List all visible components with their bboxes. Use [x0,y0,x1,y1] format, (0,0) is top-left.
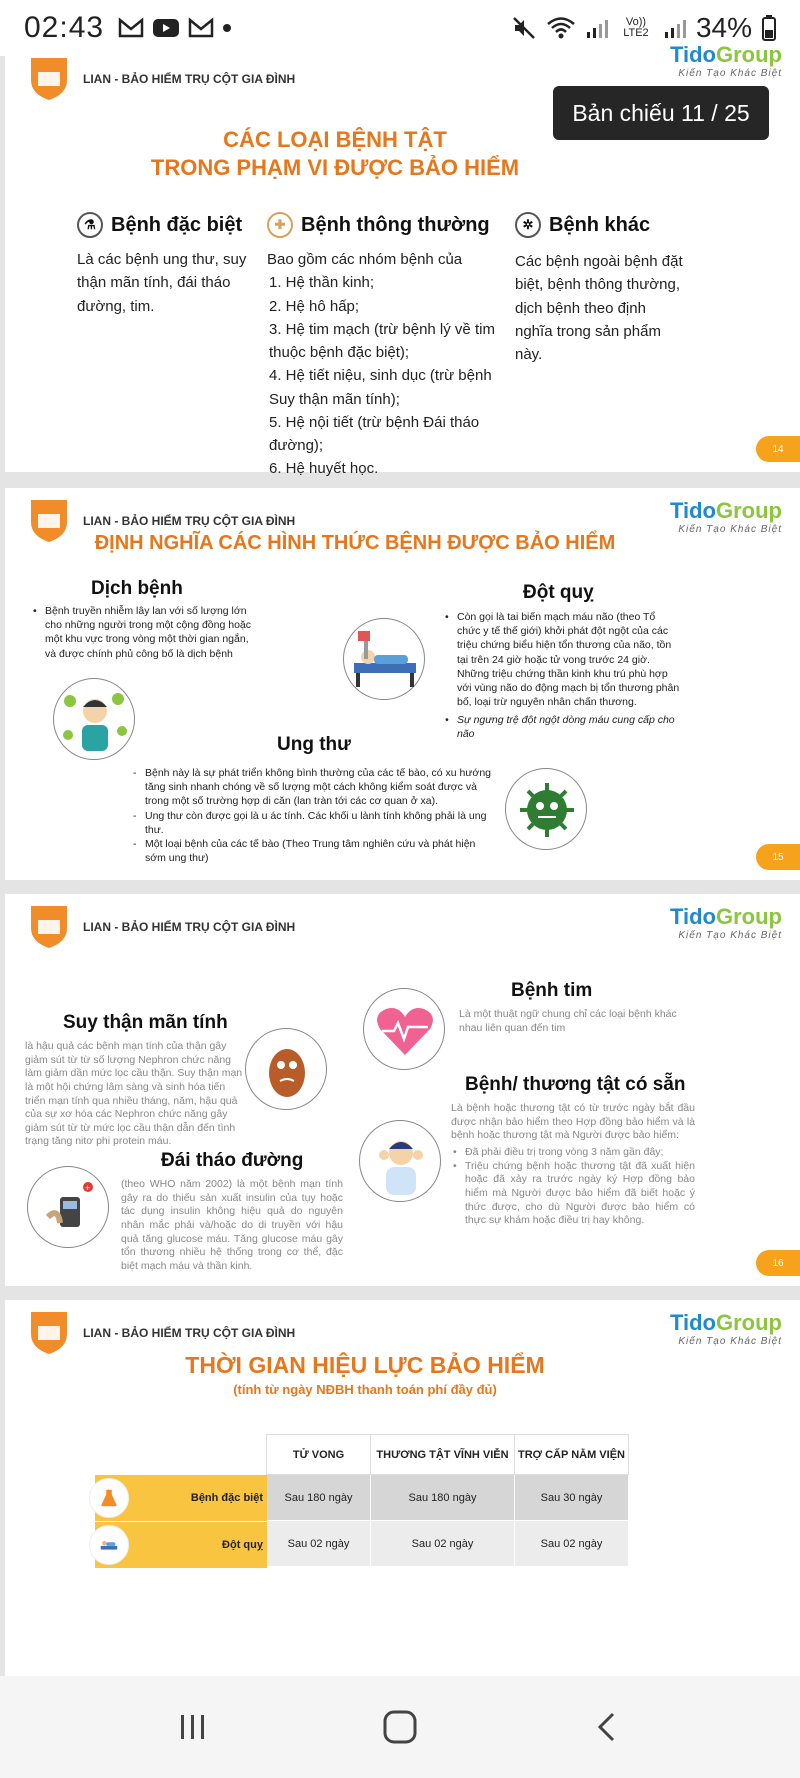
list-item: - Bệnh này là sự phát triển không bình thường của các tế bào, có xu hướng tăng sinh nhanh chóng về số lượng một cách không kiểm soát được và trong một số trường hợp di căn (lan tràn tới các cơ quan ở xa). [133,766,495,809]
preexisting-text: Là bệnh hoặc thương tật có từ trước ngày bắt đầu được nhận bảo hiểm theo Hợp đồng bảo hiểm và là bệnh hoặc thương tật mà Người được bảo hiểm: [451,1102,695,1142]
column-text: Các bệnh ngoài bệnh đặt biệt, bệnh thông thường, dịch bệnh theo định nghĩa trong sản phẩm này. [515,253,683,363]
table-cell: Sau 02 ngày [267,1521,371,1567]
table-row [267,1475,629,1521]
slide-title-line1: CÁC LOẠI BỆNH TẬT [223,127,447,152]
slide-title: THỜI GIAN HIỆU LỰC BẢO HIỂM [185,1352,545,1378]
notification-icons [118,18,232,38]
virus-icon: ✲ [515,212,541,238]
table-cell: Sau 180 ngày [371,1475,515,1521]
slide-header [29,904,295,950]
stroke-note: • Sự ngưng trệ đột ngột dòng máu cung cấp cho não [445,713,681,741]
bed-patient-icon [89,1525,129,1565]
sick-person-illustration [53,678,135,760]
signal-icon-2 [664,17,686,39]
list-item: 4. Hệ tiết niệu, sinh dục (trừ bệnh Suy thận mãn tính); [269,367,492,408]
slide-title-line2: TRONG PHẠM VI ĐƯỢC BẢO HIỂM [150,155,520,180]
flask-icon: ⚗ [77,212,103,238]
list-item: 5. Hệ nội tiết (trừ bệnh Đái tháo đường); [269,413,480,454]
tido-tagline: Kiến Tạo Khác Biệt [678,930,782,941]
table-cell: Sau 02 ngày [515,1521,629,1567]
table-cell: Sau 30 ngày [515,1475,629,1521]
list-item: 2. Hệ hô hấp; [269,297,360,315]
recent-apps-button[interactable] [163,1702,223,1752]
brand-name: LIAN - BẢO HIỂM TRỤ CỘT GIA ĐÌNH [83,1326,296,1340]
recent-apps-icon [177,1711,209,1743]
table-cell: Sau 02 ngày [371,1521,515,1567]
heart-text: Là một thuật ngữ chung chỉ các loại bệnh khác nhau liên quan đến tim [459,1008,677,1034]
tido-logo-b: Group [716,42,782,67]
column-heading: Bệnh đặc biệt [111,213,243,236]
slide-viewer[interactable] [0,42,800,1676]
stroke-text [445,610,681,742]
column-intro: Bao gồm các nhóm bệnh của [267,251,463,268]
column-heading: Bệnh thông thường [301,213,490,236]
column-heading: Bệnh khác [549,213,651,236]
clock: 02:43 [24,11,105,44]
injured-person-illustration [359,1120,441,1202]
tido-logo [670,42,782,79]
tido-logo-b: Group [716,1310,782,1335]
tido-logo-a: Tido [669,904,716,929]
stroke-patient-illustration [343,618,425,700]
battery-percent: 34% [695,12,752,43]
gmail-icon-2 [188,18,214,38]
epidemic-text [33,604,253,661]
column-text: Là các bệnh ung thư, suy thận mãn tính, đái tháo đường, tim. [77,251,247,315]
coverage-table [266,1434,629,1567]
wifi-icon [546,16,576,40]
row-label-stroke: Đột quỵ [95,1522,267,1568]
slide-16[interactable] [5,894,800,1286]
slide-number: 14 [756,436,800,462]
epidemic-desc: • Bệnh truyền nhiễm lây lan với số lượng lớn cho những người trong một cộng đồng hoặc một khu vực trong vòng một thời gian ngắn, và được chính phủ công bố là dịch bệnh [33,604,253,661]
home-button[interactable] [370,1702,430,1752]
list-item: 6. Hệ huyết học. [269,460,379,478]
list-item: • Triệu chứng bệnh hoặc thương tật đã xuất hiện hoặc đã xảy ra trước ngày ký Hợp đồng bảo hiểm mà Người được bảo hiểm đã biết hoặc ý thức được, cho dù Người được bảo hiểm có thực sự khám hoặc điều trị hay không. [453,1160,695,1228]
tido-logo [670,498,782,535]
header-disability: THƯƠNG TẬT VĨNH VIỄN [371,1435,515,1475]
cancer-list [133,766,495,865]
table-row [267,1521,629,1567]
brand-name: LIAN - BẢO HIỂM TRỤ CỘT GIA ĐÌNH [83,920,296,934]
list-item: - Ung thư còn được gọi là u ác tính. Các khối u lành tính không phải là ung thư. [133,809,495,837]
slide-17[interactable] [5,1300,800,1690]
kidney-heading: Suy thận mãn tính [63,1012,228,1033]
lian-logo-icon [29,1310,69,1356]
disease-list [267,271,507,480]
diabetes-text: (theo WHO năm 2002) là một bệnh mạn tính gây ra do thiếu sản xuất insulin của tụy hoặc tác dụng insulin không hiệu quả do nguyên nhân mắc phải và/hoặc do di truyền với hậu quả tăng glucose máu. Tăng glucose máu gây tổn thương nhiều hệ thống trong cơ thể, đặc biệt mạch máu và thần kinh. [121,1178,343,1272]
header-death: TỬ VONG [267,1435,371,1475]
kidney-illustration [245,1028,327,1110]
list-item: 1. Hệ thần kinh; [269,274,375,292]
tido-logo-b: Group [716,498,782,523]
kidney-text: là hậu quả các bệnh mạn tính của thận gây giảm sút từ từ số lượng Nephron chức năng làm giảm dần mức lọc cầu thận. Suy thận mạn là một hội chứng lâm sàng và sinh hóa tiến triển mạn tính qua nhiều tháng, năm, hậu quả của sự xơ hóa các Nephron chức năng gây giảm sút từ từ mức lọc cầu thận dẫn đến tình trạng tăng nitơ phi protein máu. [25,1040,243,1148]
tido-logo-a: Tido [669,498,716,523]
tido-logo [670,904,782,941]
signal-icon [586,17,608,39]
stroke-heading: Đột quỵ [523,582,594,603]
cancer-cell-illustration [505,768,587,850]
lian-logo-icon [29,904,69,950]
slide-title [125,126,545,182]
tido-logo-b: Group [716,904,782,929]
slide-number: 15 [756,844,800,870]
lian-logo-icon [29,56,69,102]
flask-icon [89,1478,129,1518]
column-other [515,212,685,366]
column-common [267,212,507,481]
slide-15[interactable] [5,488,800,880]
slide-header [29,1310,295,1356]
heart-heading: Bệnh tim [511,980,593,1001]
tido-logo-a: Tido [669,42,716,67]
column-special [77,212,257,318]
slide-title: ĐỊNH NGHĨA CÁC HÌNH THỨC BỆNH ĐƯỢC BẢO HIỂM [94,532,616,554]
slide-subtitle: (tính từ ngày NĐBH thanh toán phí đầy đủ) [233,1382,497,1397]
diabetes-heading: Đái tháo đường [161,1150,304,1171]
header-hospital: TRỢ CẤP NẰM VIỆN [515,1435,629,1475]
slide-header [29,56,295,102]
svg-text:+: + [85,1183,91,1193]
bandage-icon: ✚ [267,212,293,238]
home-icon [382,1709,418,1745]
battery-icon [762,15,776,41]
back-icon [591,1711,623,1743]
gmail-icon [118,18,144,38]
row-label-special: Bệnh đặc biệt [95,1475,267,1521]
mute-icon [512,16,536,40]
preexisting-heading: Bệnh/ thương tật có sẵn [465,1074,686,1095]
navigation-bar [0,1676,800,1778]
list-item: • Đã phải điều trị trong vòng 3 năm gần đây; [453,1146,695,1160]
slide-counter-overlay: Bản chiếu 11 / 25 [553,86,769,140]
preexisting-list [453,1146,695,1228]
heart-illustration [363,988,445,1070]
table-cell: Sau 180 ngày [267,1475,371,1521]
tido-tagline: Kiến Tạo Khác Biệt [678,68,782,79]
dot-icon [222,23,232,33]
slide-number: 16 [756,1250,800,1276]
list-item: - Một loại bệnh của các tế bào (Theo Trung tâm nghiên cứu và phát hiện sớm ung thư) [133,837,495,865]
epidemic-heading: Dịch bệnh [91,578,183,599]
youtube-icon [152,18,180,38]
lte-label: Vo)) LTE2 [623,16,649,39]
tido-tagline: Kiến Tạo Khác Biệt [678,1336,782,1347]
brand-name: LIAN - BẢO HIỂM TRỤ CỘT GIA ĐÌNH [83,72,296,86]
stroke-desc: • Còn gọi là tai biến mạch máu não (theo Tổ chức y tế thế giới) khởi phát đột ngột của các triệu chứng biểu hiện tổn thương của não, tồn tại trên 24 giờ hoặc tử vong trước 24 giờ. Những triệu chứng thần kinh khu trú phù hợp với vùng não do động mạch bị tổn thương phân bố, loại trừ nguyên nhân chấn thương. [445,610,681,709]
brand-name: LIAN - BẢO HIỂM TRỤ CỘT GIA ĐÌNH [83,514,296,528]
table-header-row [267,1435,629,1475]
glucose-meter-illustration [27,1166,109,1248]
back-button[interactable] [577,1702,637,1752]
tido-logo [670,1310,782,1347]
list-item: 3. Hệ tim mạch (trừ bệnh lý về tim thuộc bệnh đặc biệt); [269,320,495,361]
cancer-heading: Ung thư [277,734,351,755]
tido-tagline: Kiến Tạo Khác Biệt [678,524,782,535]
tido-logo-a: Tido [669,1310,716,1335]
